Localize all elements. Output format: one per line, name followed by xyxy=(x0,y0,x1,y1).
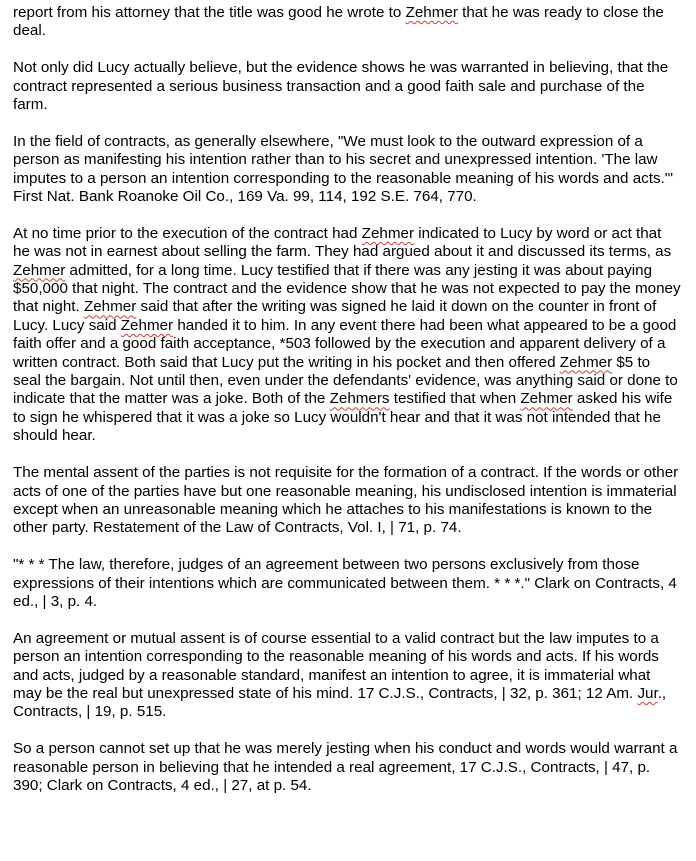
paragraph-text: "* * * The law, therefore, judges of an agreement between two persons exclusively from those expressions of their intentions which are communicated between them. * * *." Clark on Contracts, 4 ed., | 3, p. 4. xyxy=(13,556,677,610)
spellcheck-flagged-word: Zehmer xyxy=(13,261,66,279)
paragraph-text: report from his attorney that the title was good he wrote to xyxy=(13,4,406,21)
paragraph-text: The mental assent of the parties is not requisite for the formation of a contract. If the words or other acts of one of the parties have but one reasonable meaning, his undisclosed intention is immaterial except when an unreasonable meaning which he attaches to his manifestations is known to the other party. Restatement of the Law of Contracts, Vol. I, | 71, p. 74. xyxy=(13,464,679,537)
spellcheck-flagged-word: Zehmer xyxy=(120,316,174,334)
paragraph-text: said that after the writing was signed he laid it down on the counter in front of Lucy. Lucy said xyxy=(13,298,657,334)
paragraph-text: So a person cannot set up that he was merely jesting when his conduct and words would warrant a reasonable person in believing that he intended a real agreement, 17 C.J.S., Contracts, | 47, p. 390; Clark on Contracts, 4 ed., | 27, at p. 54. xyxy=(13,740,678,794)
paragraph-text: Not only did Lucy actually believe, but the evidence shows he was warranted in believing, that the contract represented a serious business transaction and a good faith sale and purchase of the farm. xyxy=(13,59,669,114)
paragraph-text: At no time prior to the execution of the contract had xyxy=(13,224,362,242)
spellcheck-flagged-word: Zehmer xyxy=(361,224,414,242)
paragraph-6 xyxy=(13,556,682,611)
paragraph-text: handed it to him. In any event there had been what appeared to be a good faith offer and a good faith acceptance, *503 followed by the execution and apparent delivery of a written contract. Both said that Lucy put the writing in his pocket and then offered xyxy=(13,316,677,371)
paragraph-text: that he was ready to close the deal. xyxy=(13,4,664,40)
spellcheck-flagged-word: Zehmer xyxy=(83,298,137,316)
spellcheck-flagged-word: Zehmers xyxy=(329,390,390,408)
paragraph-text: An agreement or mutual assent is of course essential to a valid contract but the law imputes to a person an intention corresponding to the reasonable meaning of his words and acts. If his words and acts, judged by a reasonable standard, manifest an intention to agree, it is immaterial what may be the real but unexpressed state of his mind. 17 C.J.S., Contracts, | 32, p. 361; 12 Am. xyxy=(13,629,659,702)
paragraph-text: admitted, for a long time. Lucy testified that if there was any jesting it was about paying $50,000 that night. The contract and the evidence show that he was not expected to pay the money that night. xyxy=(13,261,681,316)
paragraph-1 xyxy=(13,4,682,41)
paragraph-text: In the field of contracts, as generally elsewhere, "We must look to the outward expression of a person as manifesting his intention rather than to his secret and unexpressed intention. 'The law imputes to a person an intention corresponding to the reasonable meaning of his words and acts.'" First Nat. Bank Roanoke Oil Co., 169 Va. 99, 114, 192 S.E. 764, 770. xyxy=(13,132,674,206)
paragraph-text: ., Contracts, | 19, p. 515. xyxy=(13,684,667,721)
paragraph-5 xyxy=(13,464,682,538)
paragraph-8 xyxy=(13,740,682,795)
spellcheck-flagged-word: Zehmer xyxy=(520,390,573,408)
paragraph-2 xyxy=(13,59,682,114)
paragraph-text: asked his wife to sign he whispered that it was a joke so Lucy wouldn't hear and that it was not intended that he should hear. xyxy=(13,390,673,445)
paragraph-text: $5 to seal the bargain. Not until then, even under the defendants' evidence, was anything said or done to indicate that the matter was a joke. Both of the xyxy=(13,353,678,408)
paragraph-4 xyxy=(13,225,682,446)
paragraph-text: indicated to Lucy by word or act that he was not in earnest about selling the farm. They had argued about it and discussed its terms, as xyxy=(13,224,672,261)
spellcheck-flagged-word: Zehmer xyxy=(559,353,613,371)
paragraph-text: testified that when xyxy=(389,390,521,408)
spellcheck-flagged-word: Jur xyxy=(637,684,658,702)
paragraph-3 xyxy=(13,133,682,207)
spellcheck-flagged-word: Zehmer xyxy=(405,4,458,21)
paragraph-7 xyxy=(13,630,682,722)
